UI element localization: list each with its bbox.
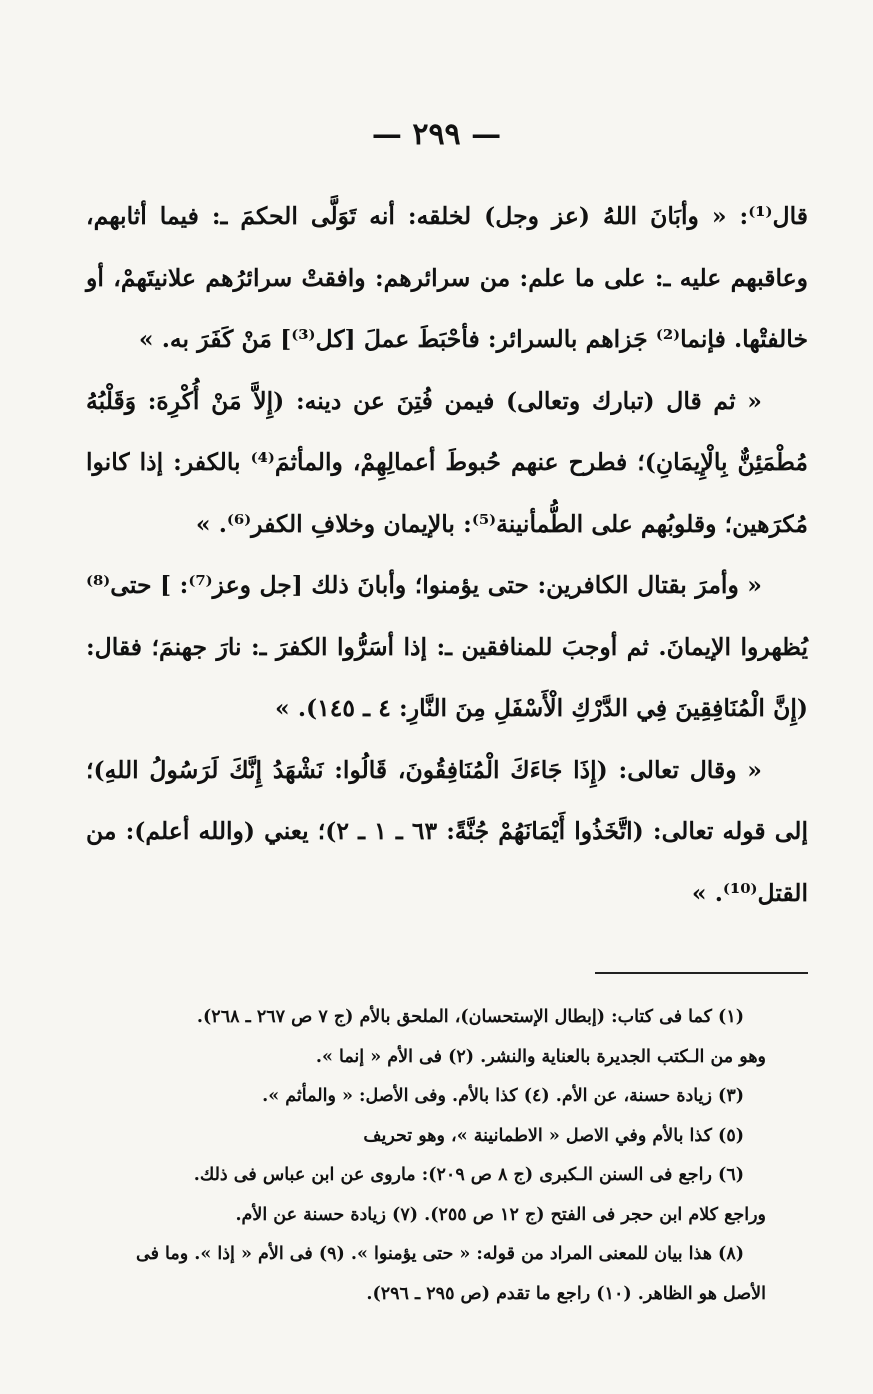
footnotes	[86, 998, 766, 1314]
paragraph: قال⁽¹⁾: « وأبَانَ اللهُ (عز وجل) لخلقه: أنه تَوَلَّى الحكمَ ـ: فيما أثابهم، وعاقبهم عليه ـ: على ما علم: من سرائرهم: وافقتْ سرائرُهم علانيتَهمْ، أو خالفتْها. فإنما⁽²⁾ جَزاهم بالسرائر: فأحْبَطَ عملَ [كل⁽³⁾] مَنْ كَفَرَ به. »	[86, 202, 808, 353]
paragraph: « ثم قال (تبارك وتعالى) فيمن فُتِنَ عن دينه: (إِلاَّ مَنْ أُكْرِهَ: وَقَلْبُهُ مُطْمَئِنٌّ بِالْإِيمَانِ)؛ فطرح عنهم حُبوطَ أعمالِهِمْ، والمأثمَ⁽⁴⁾ بالكفر: إذا كانوا مُكرَهين؛ وقلوبُهم على الطُّمأنينة⁽⁵⁾: بالإيمان وخلافِ الكفر⁽⁶⁾. »	[86, 386, 808, 538]
footnote-line: وهو من الـكتب الجديرة بالعناية والنشر. (٢) فى الأم « إنما ».	[315, 1046, 766, 1067]
footnote-line: (٦) راجع فى السنن الـكبرى (ج ٨ ص ٢٠٩): ماروى عن ابن عباس فى ذلك.	[193, 1165, 744, 1185]
footnote-line: (١) كما فى كتاب: (إبطال الإستحسان)، الملحق بالأم (ج ٧ ص ٢٦٧ ـ ٢٦٨).	[196, 1007, 744, 1027]
paragraph: « وقال تعالى: (إِذَا جَاءَكَ الْمُنَافِقُونَ، قَالُوا: نَشْهَدُ إِنَّكَ لَرَسُولُ اللهِ)؛ إلى قوله تعالى: (اتَّخَذُوا أَيْمَانَهُمْ جُنَّةً: ٦٣ ـ ١ ـ ٢)؛ يعني (والله أعلم): من القتل⁽¹⁰⁾. »	[86, 755, 809, 907]
footnote-divider	[595, 972, 808, 974]
main-text	[86, 186, 808, 924]
footnote-line: وراجع كلام ابن حجر فى الفتح (ج ١٢ ص ٢٥٥). (٧) زيادة حسنة عن الأم.	[235, 1204, 766, 1225]
page-number: — ٢٩٩ —	[371, 117, 502, 152]
footnote-line: (٥) كذا بالأم وفي الاصل « الاطمانينة »، وهو تحريف	[363, 1125, 744, 1146]
footnote-line: (٣) زيادة حسنة، عن الأم. (٤) كذا بالأم. وفى الأصل: « والمأثم ».	[262, 1086, 744, 1106]
footnote-line: (٨) هذا بيان للمعنى المراد من قوله: « حتى يؤمنوا ». (٩) فى الأم « إذا ». وما فى	[135, 1244, 744, 1264]
paragraph: « وأمرَ بقتال الكافرين: حتى يؤمنوا؛ وأبانَ ذلك [جل وعز⁽⁷⁾: ] حتى⁽⁸⁾ يُظهروا الإيمانَ. ثم أوجبَ للمنافقين ـ: إذا أسَرُّوا الكفرَ ـ: نارَ جهنمَ؛ فقال: (إِنَّ الْمُنَافِقِينَ فِي الدَّرْكِ الْأَسْفَلِ مِنَ النَّارِ: ٤ ـ ١٤٥). »	[86, 571, 808, 722]
footnote-line: الأصل هو الظاهر. (١٠) راجع ما تقدم (ص ٢٩٥ ـ ٢٩٦).	[366, 1283, 766, 1304]
